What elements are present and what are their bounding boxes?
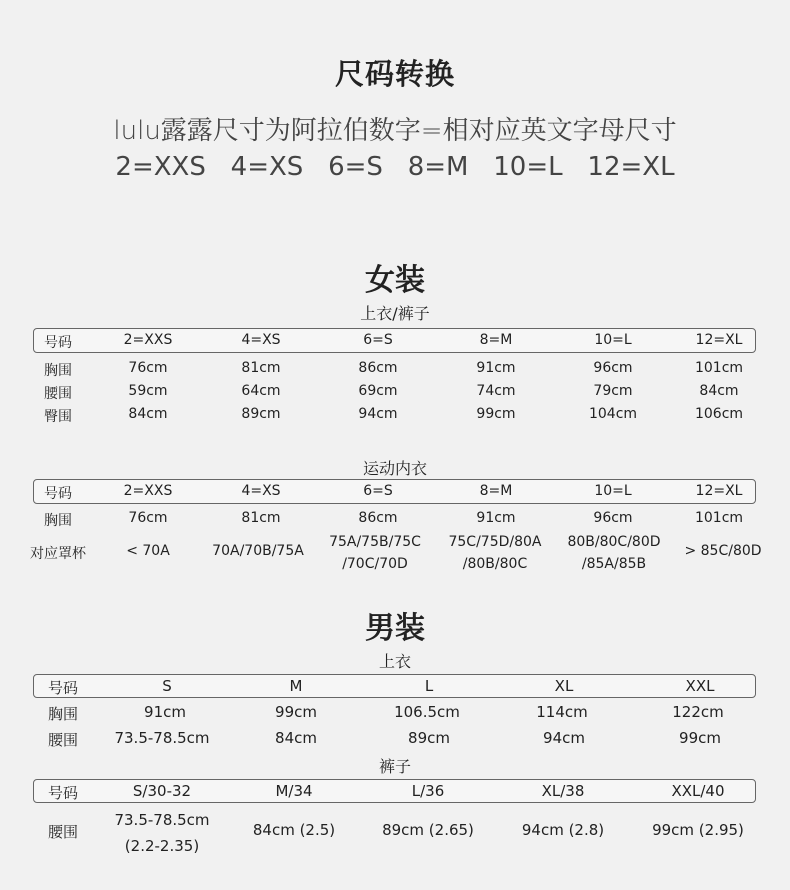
table-cell: 74cm (476, 383, 516, 399)
header-label: 号码 (44, 335, 72, 351)
table-cell: 91cm (144, 703, 186, 721)
men-tops-header-bar (33, 674, 756, 698)
header-label: 号码 (47, 784, 79, 802)
table-cell: 73.5-78.5cm (114, 729, 210, 747)
size-header: L (424, 677, 434, 695)
cell-line: /85A/85B (581, 556, 647, 572)
size-header: 2=XXS (123, 332, 173, 348)
table-cell: 96cm (593, 360, 633, 376)
table-cell: 91cm (476, 510, 516, 526)
men-tops-title: 上衣 (378, 652, 411, 671)
table-cell: 96cm (593, 510, 633, 526)
table-cell: 76cm (128, 360, 168, 376)
women-tops-pants-title: 上衣/裤子 (360, 304, 430, 323)
women-sports-bra-title: 运动内衣 (362, 459, 427, 478)
table-cell: 114cm (536, 703, 588, 721)
table-cell: 94cm (543, 729, 585, 747)
table-cell: 81cm (241, 360, 281, 376)
size-header: M/34 (275, 782, 313, 800)
header-label: 号码 (47, 679, 79, 697)
size-header: 2=XXS (123, 483, 173, 499)
row-label-chest: 胸围 (47, 705, 79, 723)
table-cell: 91cm (476, 360, 516, 376)
table-cell: 76cm (128, 510, 168, 526)
table-cell: 86cm (358, 360, 398, 376)
table-cell: 81cm (241, 510, 281, 526)
table-cell: 101cm (694, 360, 744, 376)
size-header: S (162, 677, 172, 695)
table-cell: 70A/70B/75A (212, 543, 304, 559)
table-cell: 64cm (241, 383, 281, 399)
cell-line: 75A/75B/75C (329, 534, 421, 550)
size-header: 4=XS (241, 483, 281, 499)
size-header: 12=XL (695, 483, 743, 499)
men-pants-title: 裤子 (378, 757, 411, 776)
table-cell: > 85C/80D (684, 543, 762, 559)
cell-line: /70C/70D (342, 556, 408, 572)
table-cell: 84cm (699, 383, 739, 399)
header-label: 号码 (44, 486, 72, 502)
cell-line: (2.2-2.35) (124, 837, 200, 855)
table-cell: 106.5cm (394, 703, 460, 721)
size-header: 10=L (594, 332, 632, 348)
table-cell: 99cm (275, 703, 317, 721)
table-cell: < 70A (126, 543, 170, 559)
size-header: S/30-32 (132, 782, 192, 800)
table-cell: 104cm (588, 406, 638, 422)
table-cell: 101cm (694, 510, 744, 526)
row-label-bust: 胸围 (44, 513, 72, 529)
cell-line: 73.5-78.5cm (114, 811, 210, 829)
size-header: 8=M (479, 483, 513, 499)
size-header: L/36 (411, 782, 445, 800)
table-cell: 79cm (593, 383, 633, 399)
table-cell: 99cm (476, 406, 516, 422)
size-header: XL/38 (541, 782, 585, 800)
cell-line: /80B/80C (462, 556, 528, 572)
size-header: 8=M (479, 332, 513, 348)
size-header: 6=S (363, 332, 393, 348)
men-section-title: 男装 (365, 611, 425, 646)
table-cell: 84cm (2.5) (252, 821, 336, 839)
size-header: M (289, 677, 303, 695)
row-label-waist: 腰围 (44, 386, 72, 402)
row-label-bust: 胸围 (44, 363, 72, 379)
size-header: XL (554, 677, 574, 695)
row-label-waist: 腰围 (47, 823, 79, 841)
table-cell: 89cm (408, 729, 450, 747)
women-section-title: 女装 (365, 263, 425, 298)
size-header: 12=XL (695, 332, 743, 348)
table-cell: 84cm (128, 406, 168, 422)
table-cell: 94cm (2.8) (521, 821, 605, 839)
size-header: 10=L (594, 483, 632, 499)
row-label-hip: 臀围 (44, 409, 72, 425)
table-cell: 84cm (275, 729, 317, 747)
table-cell: 99cm (679, 729, 721, 747)
table-cell: 89cm (241, 406, 281, 422)
table-cell: 106cm (694, 406, 744, 422)
table-cell: 89cm (2.65) (382, 821, 474, 839)
table-cell (329, 531, 421, 575)
table-cell (567, 531, 660, 575)
size-header: 6=S (363, 483, 393, 499)
table-cell: 122cm (672, 703, 724, 721)
table-cell: 94cm (358, 406, 398, 422)
table-cell (448, 531, 541, 575)
cell-line: 75C/75D/80A (448, 534, 542, 550)
table-cell: 59cm (128, 383, 168, 399)
row-label-waist: 腰围 (47, 731, 79, 749)
size-header: XXL/40 (671, 782, 725, 800)
cell-line: 80B/80C/80D (567, 534, 661, 550)
size-header: XXL (685, 677, 715, 695)
table-cell: 69cm (358, 383, 398, 399)
size-header: 4=XS (241, 332, 281, 348)
row-label-cup: 对应罩杯 (30, 546, 86, 562)
table-cell (114, 807, 209, 859)
page-title: 尺码转换 (334, 57, 455, 91)
table-cell: 99cm (2.95) (652, 821, 744, 839)
table-cell: 86cm (358, 510, 398, 526)
page-subtitle: lulu露露尺寸为阿拉伯数字=相对应英文字母尺寸 (113, 116, 677, 146)
size-mapping: 2=XXS 4=XS 6=S 8=M 10=L 12=XL (115, 152, 675, 182)
